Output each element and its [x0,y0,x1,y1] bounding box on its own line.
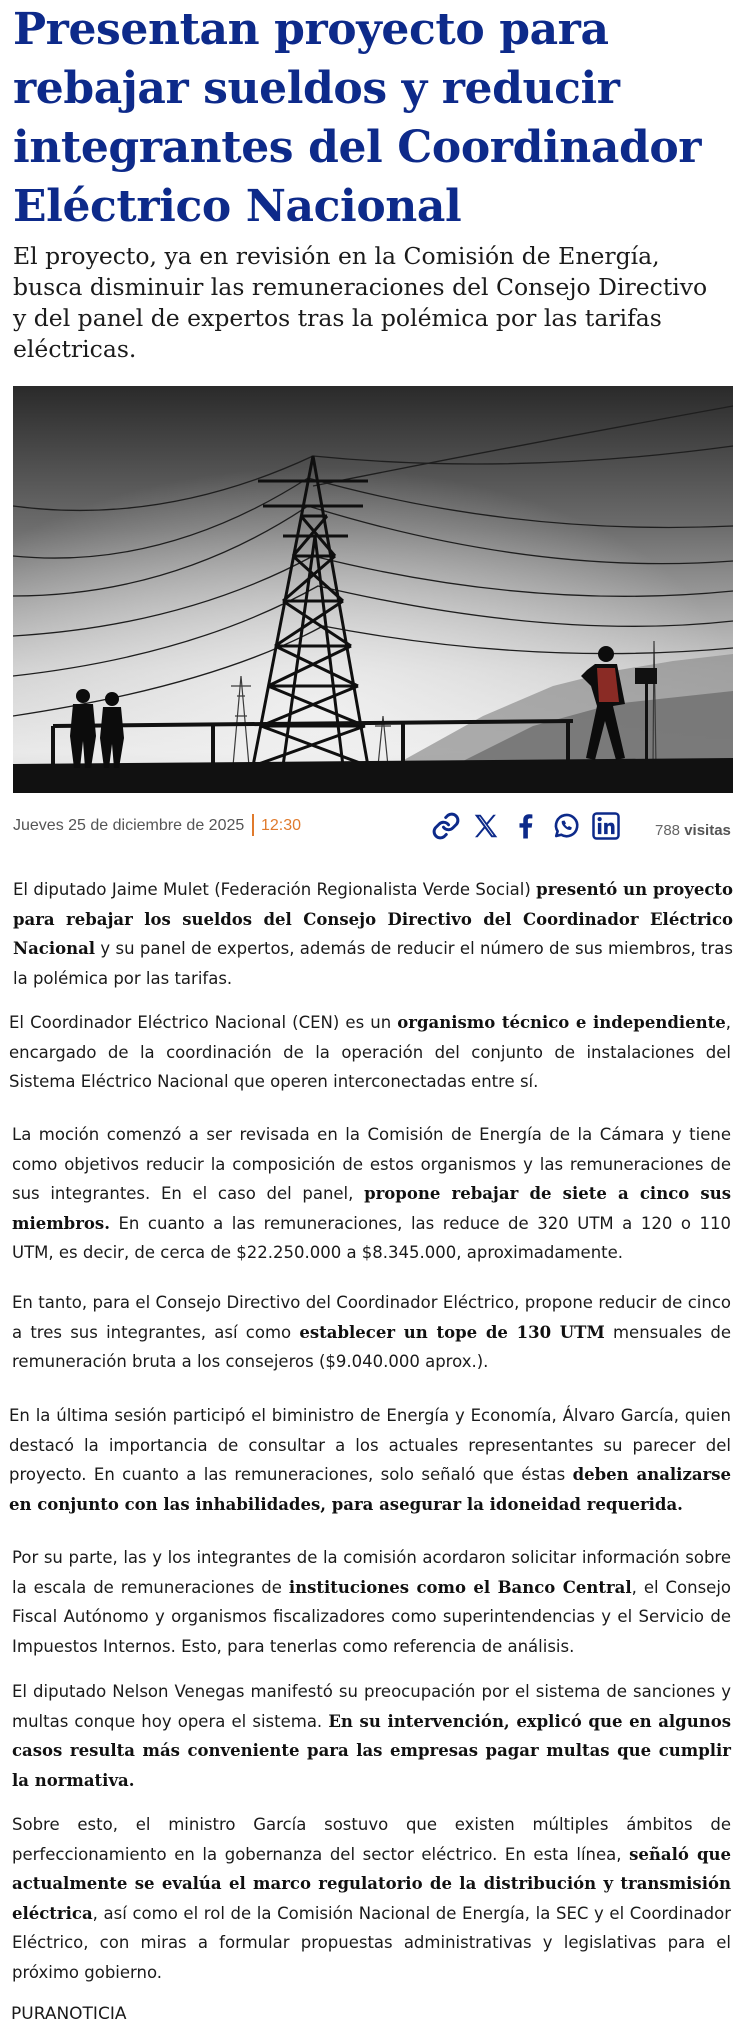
facebook-icon[interactable] [511,811,541,841]
date-time-divider [252,814,254,836]
article-subtitle: El proyecto, ya en revisión en la Comisión de Energía, busca disminuir las remuneraciones del Consejo Directivo y del panel de expertos tras la polémica por las tarifas eléctricas. [13,242,708,363]
publish-time: 12:30 [261,817,302,834]
body-paragraph: En tanto, para el Consejo Directivo del Coordinador Eléctrico, propone reducir de cinco a tres sus integrantes, así como establecer un tope de 130 UTM mensuales de remuneración bruta a los consejeros ($9.040.000 aprox.). [12,1293,731,1372]
visits-count: 788 [655,822,681,839]
publish-date: Jueves 25 de diciembre de 2025 [13,817,245,834]
body-paragraph: En la última sesión participó el biministro de Energía y Economía, Álvaro García, quien destacó la importancia de consultar a los actuales representantes su parecer del proyecto. En cuanto a las remuneraciones, solo señaló que éstas deben analizarse en conjunto con las inhabilidades, para asegurar la idoneidad requerida. [9,1406,731,1514]
article-source: PURANOTICIA [11,2004,127,2024]
visits-counter [655,820,731,842]
link-icon[interactable] [431,811,461,841]
whatsapp-icon[interactable] [551,811,581,841]
visits-label: visitas [684,822,731,839]
body-paragraph: El diputado Nelson Venegas manifestó su preocupación por el sistema de sanciones y multas conque hoy opera el sistema. En su intervención, explicó que en algunos casos resulta más conveniente para las empresas pagar multas que cumplir la normativa. [12,1682,731,1790]
body-paragraph: El diputado Jaime Mulet (Federación Regionalista Verde Social) presentó un proyecto para rebajar los sueldos del Consejo Directivo del Coordinador Eléctrico Nacional y su panel de expertos, además de reducir el número de sus miembros, tras la polémica por las tarifas. [13,880,733,988]
body-paragraph: La moción comenzó a ser revisada en la Comisión de Energía de la Cámara y tiene como objetivos reducir la composición de estos organismos y las remuneraciones de sus integrantes. En el caso del panel, propone rebajar de siete a cinco sus miembros. En cuanto a las remuneraciones, las reduce de 320 UTM a 120 o 110 UTM, es decir, de cerca de $22.250.000 a $8.345.000, aproximadamente. [12,1125,731,1263]
linkedin-icon[interactable] [591,811,621,841]
body-paragraph: Por su parte, las y los integrantes de la comisión acordaron solicitar información sobre la escala de remuneraciones de instituciones como el Banco Central, el Consejo Fiscal Autónomo y organismos fiscalizadores como superintendencias y el Servicio de Impuestos Internos. Esto, para tenerlas como referencia de análisis. [12,1548,732,1656]
hero-image [13,386,733,793]
body-paragraph: Sobre esto, el ministro García sostuvo que existen múltiples ámbitos de perfeccionamiento en la gobernanza del sector eléctrico. En esta línea, señaló que actualmente se evalúa el marco regulatorio de la distribución y transmisión eléctrica, así como el rol de la Comisión Nacional de Energía, la SEC y el Coordinador Eléctrico, con miras a formular propuestas administrativas y legislativas para el próximo gobierno. [12,1815,731,1982]
x-icon[interactable] [471,811,501,841]
body-paragraph: El Coordinador Eléctrico Nacional (CEN) es un organismo técnico e independiente, encargado de la coordinación de la operación del conjunto de instalaciones del Sistema Eléctrico Nacional que operen interconectadas entre sí. [9,1013,731,1092]
article-title: Presentan proyecto para rebajar sueldos y reducir integrantes del Coordinador Eléctrico Nacional [13,4,702,232]
